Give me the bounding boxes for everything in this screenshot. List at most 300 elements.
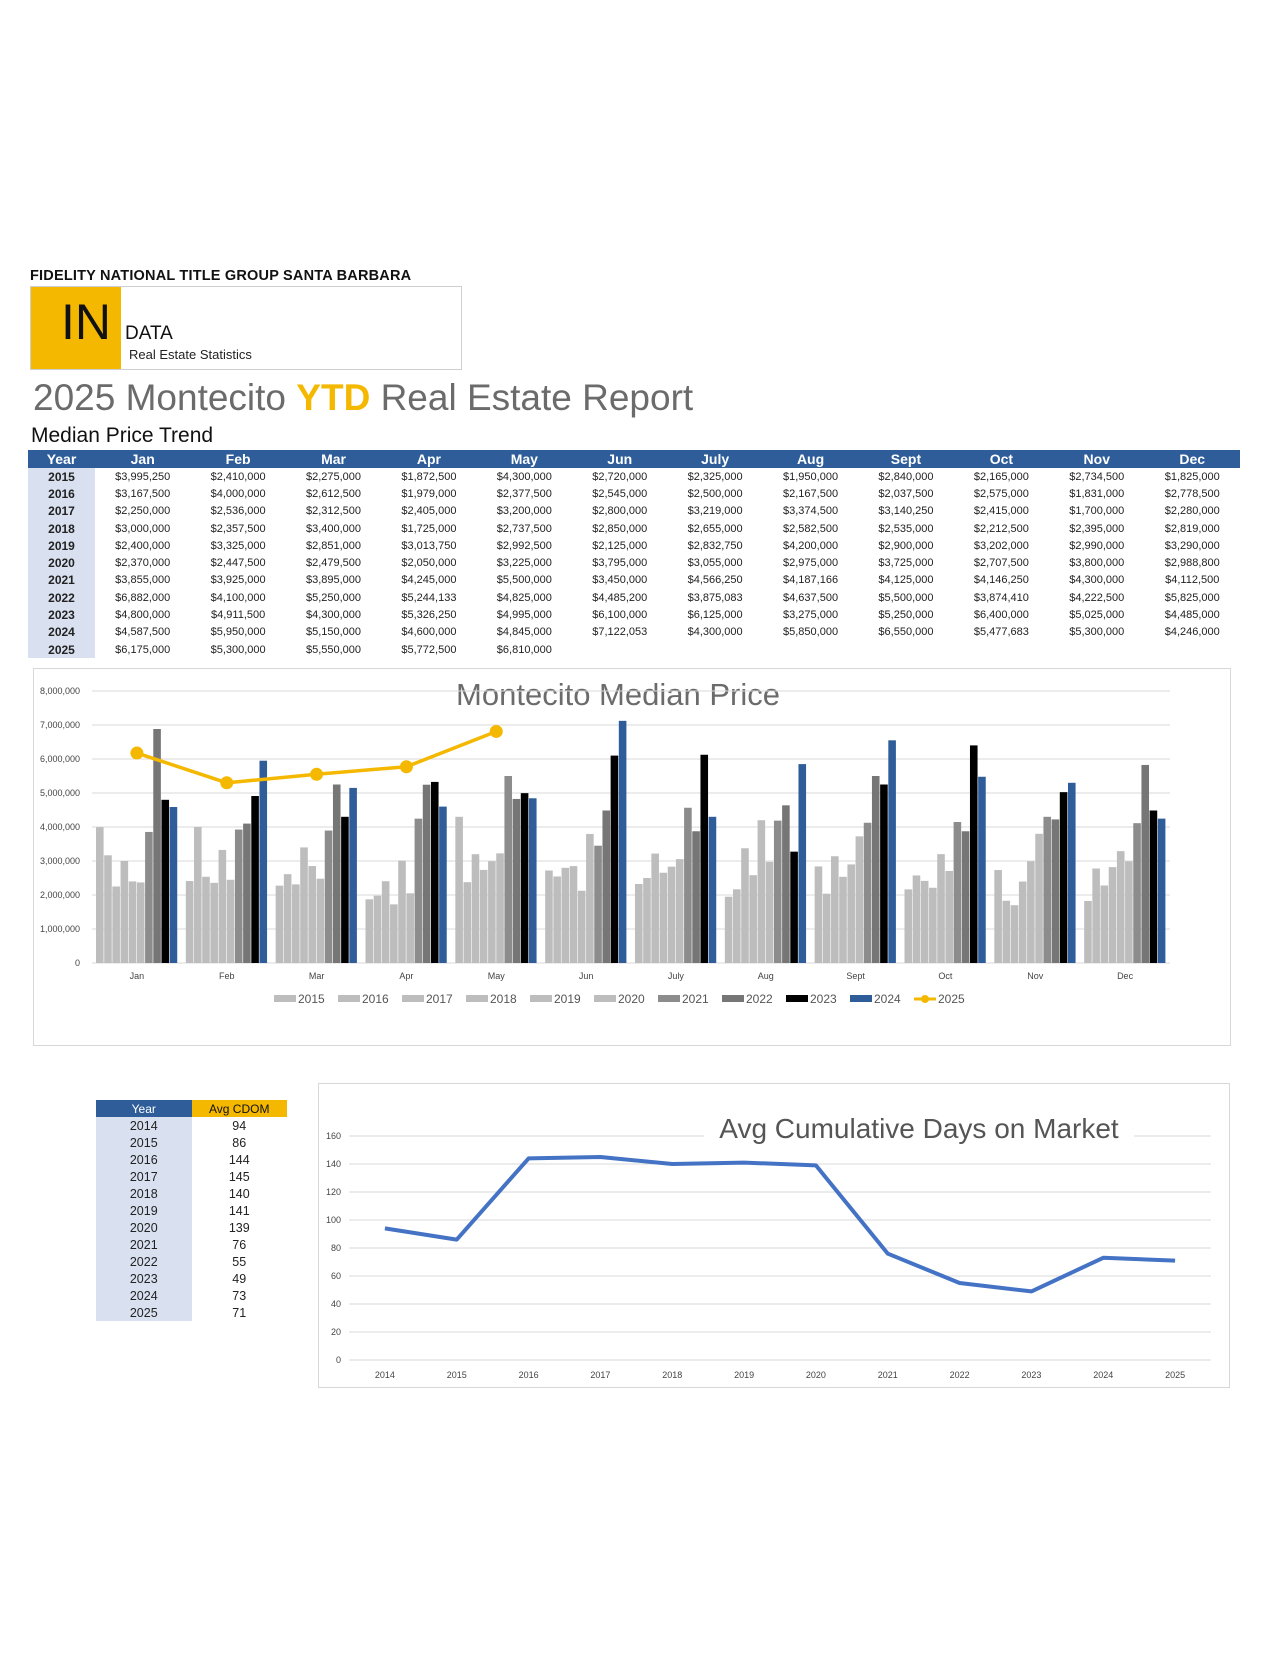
price-cell: $2,370,000 — [115, 557, 171, 570]
legend-marker-2025 — [921, 995, 929, 1003]
price-cell: $3,290,000 — [1164, 539, 1220, 552]
price-cell: $2,325,000 — [687, 470, 743, 483]
bar-2022-oct — [962, 831, 970, 963]
price-header-jun: Jun — [572, 450, 667, 468]
price-cell: $1,950,000 — [783, 470, 839, 483]
price-cell: $2,612,500 — [305, 487, 362, 500]
price-cell: $2,737,500 — [496, 522, 552, 535]
cdom-year: 2025 — [96, 1304, 192, 1321]
price-cell: $3,200,000 — [496, 505, 552, 518]
logo-data-text: DATA — [125, 323, 173, 344]
bar-2020-sept — [856, 836, 864, 963]
bar-2022-feb — [243, 824, 251, 963]
legend-swatch-2018 — [466, 995, 488, 1002]
logo-subtitle: Real Estate Statistics — [129, 347, 252, 362]
price-cell: $5,772,500 — [401, 643, 457, 656]
price-cell: $3,400,000 — [305, 522, 362, 535]
cdom-year: 2022 — [96, 1253, 192, 1270]
table-row — [28, 589, 1240, 606]
price-cell: $3,325,000 — [210, 539, 266, 552]
price-cell: $6,882,000 — [115, 591, 171, 604]
price-cell: $2,850,000 — [592, 522, 648, 535]
cdom-chart — [318, 1083, 1230, 1388]
bar-2015-may — [455, 817, 463, 963]
price-cell: $1,872,500 — [401, 470, 457, 483]
bar-2015-aug — [725, 897, 733, 963]
bar-2024-mar — [349, 788, 357, 963]
bar-2024-july — [709, 817, 717, 963]
bar-2020-aug — [766, 862, 774, 963]
x-tick-label: 2024 — [1093, 1370, 1114, 1380]
price-cell: $4,146,250 — [973, 574, 1029, 587]
bar-2024-aug — [798, 764, 806, 963]
cdom-year: 2014 — [96, 1117, 192, 1134]
bar-2018-mar — [300, 847, 308, 963]
price-cell: $1,825,000 — [1164, 470, 1220, 483]
price-cell — [667, 641, 762, 658]
x-tick-label: 2016 — [518, 1370, 539, 1380]
row-year: 2015 — [28, 468, 95, 485]
cdom-year: 2021 — [96, 1236, 192, 1253]
legend-label: 2015 — [298, 992, 325, 1006]
table-row — [28, 503, 1240, 520]
price-cell: $5,477,683 — [973, 626, 1029, 639]
price-cell: $3,795,000 — [592, 557, 648, 570]
bar-2016-july — [643, 878, 651, 963]
bar-2023-mar — [341, 817, 349, 963]
cdom-value: 73 — [232, 1288, 247, 1303]
bar-2021-jan — [145, 832, 153, 963]
price-cell: $4,485,200 — [592, 591, 648, 604]
table-row — [96, 1202, 287, 1219]
bar-2016-sept — [823, 894, 831, 963]
legend-label: 2021 — [682, 992, 709, 1006]
x-tick-label: Sept — [846, 971, 865, 981]
bar-2022-july — [692, 831, 700, 963]
price-cell: $5,500,000 — [878, 591, 934, 604]
price-cell — [858, 641, 953, 658]
price-cell: $4,246,000 — [1164, 626, 1220, 639]
bar-2016-apr — [374, 896, 382, 963]
logo-in-text: IN — [61, 294, 111, 350]
price-cell: $2,447,500 — [210, 557, 266, 570]
price-cell: $4,637,500 — [783, 591, 839, 604]
bar-2017-nov — [1011, 905, 1019, 963]
price-cell: $2,832,750 — [687, 539, 743, 552]
cdom-year: 2023 — [96, 1270, 192, 1287]
cdom-value: 94 — [232, 1118, 247, 1133]
bar-2018-aug — [749, 875, 757, 963]
x-tick-label: 2015 — [446, 1370, 467, 1380]
company-name: FIDELITY NATIONAL TITLE GROUP SANTA BARBARA — [30, 268, 412, 284]
bar-2021-apr — [415, 819, 423, 963]
legend-label: 2016 — [362, 992, 389, 1006]
cdom-header-year: Year — [96, 1100, 192, 1117]
cdom-header-avg: Avg CDOM — [192, 1100, 288, 1117]
bar-2016-nov — [1003, 901, 1011, 963]
bar-2023-oct — [970, 745, 978, 963]
bar-2021-sept — [864, 823, 872, 963]
bar-2017-july — [651, 854, 659, 963]
brand-logo — [30, 286, 462, 370]
bar-2020-feb — [227, 880, 235, 963]
price-cell: $4,125,000 — [878, 574, 934, 587]
x-tick-label: 2022 — [949, 1370, 970, 1380]
price-cell: $2,778,500 — [1164, 487, 1220, 500]
price-cell: $3,140,250 — [878, 505, 934, 518]
legend-swatch-2020 — [594, 995, 616, 1002]
price-cell: $5,150,000 — [305, 626, 362, 639]
y-tick-label: 80 — [330, 1243, 341, 1253]
x-tick-label: July — [667, 971, 684, 981]
legend-label: 2019 — [554, 992, 581, 1006]
cdom-year: 2020 — [96, 1219, 192, 1236]
report-title-pre: 2025 Montecito — [33, 377, 297, 418]
bar-2024-feb — [259, 761, 267, 963]
x-tick-label: Jan — [129, 971, 145, 981]
price-cell: $2,377,500 — [496, 487, 552, 500]
bar-2018-may — [480, 870, 488, 963]
legend-label: 2022 — [746, 992, 773, 1006]
price-cell: $3,875,083 — [687, 591, 743, 604]
bar-2019-jun — [578, 891, 586, 963]
table-row — [96, 1270, 287, 1287]
table-row — [96, 1134, 287, 1151]
price-cell: $6,400,000 — [973, 609, 1029, 622]
bar-2019-oct — [937, 854, 945, 963]
bar-2018-nov — [1019, 882, 1027, 963]
bar-2016-jan — [104, 855, 112, 963]
x-tick-label: Mar — [308, 971, 325, 981]
row-year: 2016 — [28, 485, 95, 502]
price-cell: $3,000,000 — [115, 522, 171, 535]
price-cell: $2,988,800 — [1164, 557, 1220, 570]
price-cell: $3,202,000 — [973, 539, 1029, 552]
bar-2020-jun — [586, 834, 594, 963]
price-cell: $2,536,000 — [210, 505, 266, 518]
price-cell: $4,100,000 — [210, 591, 266, 604]
bar-2017-jun — [562, 868, 570, 963]
price-cell: $4,300,000 — [687, 626, 743, 639]
chart-title: Avg Cumulative Days on Market — [719, 1113, 1119, 1144]
cdom-year: 2017 — [96, 1168, 192, 1185]
bar-2022-may — [513, 799, 521, 963]
bar-2016-jun — [553, 876, 561, 963]
bar-2021-aug — [774, 821, 782, 963]
cdom-value: 71 — [232, 1305, 247, 1320]
cdom-year: 2024 — [96, 1287, 192, 1304]
price-table-header — [28, 450, 1240, 468]
y-tick-label: 6,000,000 — [39, 754, 80, 764]
legend-label: 2020 — [618, 992, 645, 1006]
price-cell: $2,707,500 — [973, 557, 1029, 570]
bar-2019-aug — [758, 820, 766, 963]
bar-2019-mar — [308, 866, 316, 963]
bar-2018-oct — [929, 888, 937, 963]
row-year: 2025 — [28, 641, 95, 658]
bar-2023-may — [521, 793, 529, 963]
cdom-year: 2015 — [96, 1134, 192, 1151]
table-row — [96, 1236, 287, 1253]
point-2025-mar — [310, 768, 323, 781]
price-cell: $3,374,500 — [783, 505, 839, 518]
price-cell: $2,655,000 — [687, 522, 743, 535]
price-cell: $1,979,000 — [401, 487, 457, 500]
bar-2019-sept — [847, 864, 855, 963]
bar-2021-dec — [1133, 823, 1141, 963]
price-cell: $4,300,000 — [305, 609, 362, 622]
price-cell: $5,850,000 — [783, 626, 839, 639]
price-cell: $2,250,000 — [115, 505, 171, 518]
price-cell — [763, 641, 858, 658]
y-tick-label: 5,000,000 — [39, 788, 80, 798]
bar-2015-oct — [905, 889, 913, 963]
bar-2022-dec — [1141, 765, 1149, 963]
price-cell: $5,025,000 — [1069, 609, 1125, 622]
bar-2024-oct — [978, 777, 986, 963]
bar-2015-july — [635, 884, 643, 963]
price-cell: $5,300,000 — [1069, 626, 1125, 639]
point-2025-feb — [220, 776, 233, 789]
price-cell: $4,222,500 — [1069, 591, 1125, 604]
table-row — [28, 537, 1240, 554]
table-row — [96, 1219, 287, 1236]
report-title-post: Real Estate Report — [370, 377, 694, 418]
price-cell: $4,485,000 — [1164, 609, 1220, 622]
bar-2017-dec — [1101, 885, 1109, 963]
price-header-year: Year — [28, 450, 95, 468]
price-cell: $6,810,000 — [496, 643, 552, 656]
price-header-feb: Feb — [190, 450, 285, 468]
x-tick-label: 2020 — [805, 1370, 826, 1380]
price-cell: $6,175,000 — [115, 643, 171, 656]
price-cell: $3,013,750 — [401, 539, 457, 552]
bar-2017-jan — [112, 887, 120, 964]
price-cell: $4,187,166 — [783, 574, 839, 587]
bar-2016-oct — [913, 875, 921, 963]
price-cell — [1049, 641, 1144, 658]
bar-2023-feb — [251, 796, 259, 963]
cdom-year: 2019 — [96, 1202, 192, 1219]
bar-2022-mar — [333, 785, 341, 964]
bar-2017-aug — [741, 848, 749, 963]
median-price-chart-svg — [34, 669, 1230, 1045]
bar-2021-july — [684, 808, 692, 963]
price-cell: $1,831,000 — [1069, 487, 1125, 500]
price-cell: $2,990,000 — [1069, 539, 1125, 552]
price-cell: $4,112,500 — [1165, 574, 1220, 587]
price-cell: $5,825,000 — [1164, 591, 1220, 604]
cdom-value: 76 — [232, 1237, 247, 1252]
price-cell: $3,225,000 — [496, 557, 552, 570]
y-tick-label: 60 — [330, 1271, 341, 1281]
bar-2019-apr — [398, 861, 406, 963]
x-tick-label: May — [487, 971, 505, 981]
price-cell: $4,995,000 — [496, 609, 552, 622]
bar-2023-apr — [431, 782, 439, 963]
report-title — [33, 377, 693, 419]
price-cell: $2,819,000 — [1164, 522, 1220, 535]
y-tick-label: 8,000,000 — [39, 686, 80, 696]
bar-2023-jun — [611, 756, 619, 963]
price-cell: $3,874,410 — [973, 591, 1029, 604]
cdom-year: 2016 — [96, 1151, 192, 1168]
y-tick-label: 40 — [330, 1299, 341, 1309]
price-cell: $3,800,000 — [1069, 557, 1125, 570]
x-tick-label: 2018 — [662, 1370, 683, 1380]
legend-label: 2025 — [938, 992, 965, 1006]
price-cell: $2,545,000 — [592, 487, 648, 500]
bar-2018-sept — [839, 877, 847, 963]
cdom-table-header — [96, 1100, 287, 1117]
y-tick-label: 7,000,000 — [39, 720, 80, 730]
price-cell: $5,250,000 — [305, 591, 362, 604]
cdom-year: 2018 — [96, 1185, 192, 1202]
price-cell: $2,275,000 — [305, 470, 362, 483]
cdom-value: 144 — [228, 1152, 250, 1167]
legend-swatch-2021 — [658, 995, 680, 1002]
x-tick-label: Oct — [938, 971, 953, 981]
price-header-dec: Dec — [1144, 450, 1240, 468]
x-tick-label: 2021 — [877, 1370, 898, 1380]
y-tick-label: 20 — [330, 1327, 341, 1337]
bar-2018-july — [660, 873, 668, 963]
bar-2020-july — [676, 859, 684, 963]
row-year: 2023 — [28, 606, 95, 623]
price-cell: $2,840,000 — [878, 470, 934, 483]
price-cell — [572, 641, 667, 658]
price-cell: $6,550,000 — [878, 626, 934, 639]
price-cell: $2,400,000 — [115, 539, 171, 552]
price-cell: $2,125,000 — [592, 539, 648, 552]
price-cell: $2,410,000 — [210, 470, 266, 483]
bar-2017-may — [472, 854, 480, 963]
median-price-chart — [33, 668, 1231, 1046]
table-row — [96, 1287, 287, 1304]
price-header-sept: Sept — [858, 450, 953, 468]
price-cell: $2,720,000 — [592, 470, 648, 483]
cdom-value: 86 — [232, 1135, 247, 1150]
row-year: 2018 — [28, 520, 95, 537]
price-cell: $6,100,000 — [592, 609, 648, 622]
logo-in-block — [31, 287, 121, 369]
price-header-may: May — [477, 450, 572, 468]
bar-2018-feb — [210, 883, 218, 963]
bar-2021-feb — [235, 830, 243, 963]
bar-2015-feb — [186, 881, 194, 963]
price-cell — [1144, 641, 1240, 658]
table-row — [28, 641, 1240, 658]
y-tick-label: 120 — [325, 1187, 341, 1197]
price-header-aug: Aug — [763, 450, 858, 468]
y-tick-label: 0 — [74, 958, 80, 968]
cdom-chart-svg — [319, 1084, 1229, 1387]
price-cell: $2,357,500 — [210, 522, 266, 535]
bar-2022-nov — [1052, 819, 1060, 963]
bar-2024-nov — [1068, 783, 1076, 963]
price-cell: $2,975,000 — [783, 557, 839, 570]
cdom-value: 140 — [228, 1186, 250, 1201]
price-cell: $3,167,500 — [115, 487, 171, 500]
price-cell: $3,725,000 — [878, 557, 934, 570]
price-cell: $4,845,000 — [496, 626, 552, 639]
price-cell: $2,415,000 — [973, 505, 1029, 518]
legend-label: 2024 — [874, 992, 901, 1006]
bar-2019-nov — [1027, 861, 1035, 963]
x-tick-label: 2019 — [734, 1370, 755, 1380]
legend-swatch-2023 — [786, 995, 808, 1002]
table-row — [28, 572, 1240, 589]
y-tick-label: 4,000,000 — [39, 822, 80, 832]
cdom-table — [96, 1100, 287, 1321]
price-cell: $2,212,500 — [973, 522, 1029, 535]
bar-2020-dec — [1125, 861, 1133, 963]
legend-swatch-2016 — [338, 995, 360, 1002]
table-row — [96, 1253, 287, 1270]
price-header-apr: Apr — [381, 450, 476, 468]
bar-2023-sept — [880, 785, 888, 964]
bar-2016-dec — [1092, 869, 1100, 963]
price-cell: $2,575,000 — [973, 487, 1029, 500]
x-tick-label: Dec — [1117, 971, 1134, 981]
bar-2015-jan — [96, 827, 104, 963]
price-cell: $5,326,250 — [401, 609, 457, 622]
price-cell: $5,550,000 — [305, 643, 362, 656]
bar-2018-jun — [570, 866, 578, 963]
point-2025-may — [490, 725, 503, 738]
bar-2022-aug — [782, 805, 790, 963]
bar-2017-apr — [382, 881, 390, 963]
bar-2018-apr — [390, 904, 398, 963]
cdom-value: 49 — [232, 1271, 247, 1286]
price-header-july: July — [667, 450, 762, 468]
bar-2020-jan — [137, 882, 145, 963]
price-cell: $2,900,000 — [878, 539, 934, 552]
price-cell: $4,587,500 — [115, 626, 171, 639]
bar-2023-dec — [1150, 811, 1158, 963]
bar-2015-mar — [276, 886, 284, 963]
bar-2016-may — [464, 882, 472, 963]
x-tick-label: 2025 — [1165, 1370, 1186, 1380]
bar-2021-nov — [1043, 817, 1051, 963]
y-tick-label: 0 — [335, 1355, 341, 1365]
y-tick-label: 3,000,000 — [39, 856, 80, 866]
point-2025-apr — [400, 760, 413, 773]
row-year: 2019 — [28, 537, 95, 554]
y-tick-label: 2,000,000 — [39, 890, 80, 900]
price-cell: $2,479,500 — [305, 557, 362, 570]
price-cell: $5,950,000 — [210, 626, 266, 639]
price-cell: $2,582,500 — [783, 522, 839, 535]
bar-2022-jan — [153, 729, 161, 963]
bar-2020-oct — [945, 871, 953, 963]
bar-2017-mar — [292, 884, 300, 963]
bar-2023-aug — [790, 852, 798, 963]
cdom-value: 141 — [228, 1203, 250, 1218]
price-cell: $4,000,000 — [210, 487, 266, 500]
price-cell: $2,165,000 — [973, 470, 1029, 483]
bar-2017-sept — [831, 856, 839, 963]
bar-2017-feb — [202, 877, 210, 963]
row-year: 2017 — [28, 503, 95, 520]
price-cell: $4,800,000 — [115, 609, 171, 622]
price-cell: $2,050,000 — [401, 557, 457, 570]
bar-2020-apr — [406, 893, 414, 963]
legend-swatch-2019 — [530, 995, 552, 1002]
x-tick-label: Aug — [757, 971, 774, 981]
price-cell: $6,125,000 — [687, 609, 743, 622]
price-header-oct: Oct — [954, 450, 1049, 468]
